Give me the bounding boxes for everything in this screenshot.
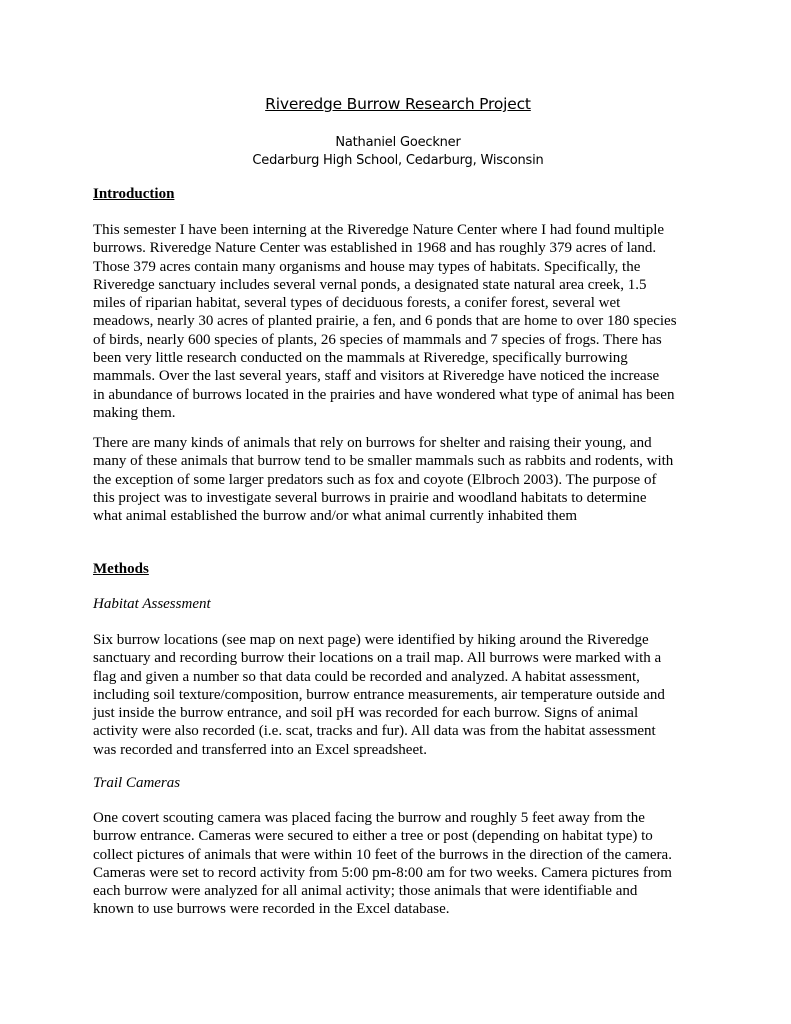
text-line: was recorded and transferred into an Excel spreadsheet.: [93, 741, 428, 758]
text-line: This semester I have been interning at the Riveredge Nature Center where I had found multiple: [93, 222, 665, 238]
introduction-paragraph-2: [93, 434, 705, 525]
text-line: known to use burrows were recorded in the Excel database.: [93, 901, 450, 918]
habitat-assessment-paragraph: [93, 631, 705, 759]
text-line: collect pictures of animals that were within 10 feet of the burrows in the direction of the camera.: [93, 846, 672, 863]
text-line: Cameras were set to record activity from 5:00 pm-8:00 am for two weeks. Camera pictures from: [93, 864, 672, 881]
text-line: burrow entrance. Cameras were secured to either a tree or post (depending on habitat type) to: [93, 828, 653, 845]
text-line: the exception of some larger predators such as fox and coyote (Elbroch 2003). The purpose of: [93, 471, 657, 488]
document-title: Riveredge Burrow Research Project: [265, 95, 531, 113]
text-line: of birds, nearly 600 species of plants, 26 species of mammals and 7 species of frogs. There has: [93, 331, 662, 348]
trail-cameras-heading: Trail Cameras: [93, 775, 181, 791]
text-line: activity were also recorded (i.e. scat, tracks and fur). All data was from the habitat assessment: [93, 723, 656, 740]
habitat-assessment-heading: Habitat Assessment: [93, 596, 211, 612]
methods-heading: Methods: [93, 561, 149, 577]
trail-cameras-paragraph: [93, 809, 705, 919]
text-line: including soil texture/composition, burrow entrance measurements, air temperature outside and: [93, 686, 665, 703]
text-line: mammals. Over the last several years, staff and visitors at Riveredge have noticed the increase: [93, 368, 660, 385]
text-line: many of these animals that burrow tend to be smaller mammals such as rabbits and rodents, with: [93, 453, 674, 470]
text-line: flag and given a number so that data could be recorded and analyzed. A habitat assessment,: [93, 668, 640, 685]
text-line: this project was to investigate several burrows in prairie and woodland habitats to determine: [93, 489, 647, 506]
text-line: One covert scouting camera was placed facing the burrow and roughly 5 feet away from the: [93, 810, 645, 826]
text-line: Those 379 acres contain many organisms and house may types of habitats. Specifically, the: [93, 258, 641, 275]
text-line: been very little research conducted on the mammals at Riveredge, specifically burrowing: [93, 350, 628, 367]
text-line: just inside the burrow entrance, and soil pH was recorded for each burrow. Signs of animal: [93, 705, 639, 722]
introduction-paragraph-1: [93, 221, 705, 422]
text-line: meadows, nearly 30 acres of planted prairie, a fen, and 6 ponds that are home to over 180 species: [93, 313, 677, 330]
text-line: in abundance of burrows located in the prairies and have wondered what type of animal has been: [93, 386, 675, 403]
text-line: sanctuary and recording burrow their locations on a trail map. All burrows were marked with a: [93, 650, 662, 667]
text-line: what animal established the burrow and/or what animal currently inhabited them: [93, 508, 578, 525]
text-line: Six burrow locations (see map on next page) were identified by hiking around the Riveredge: [93, 632, 649, 648]
text-line: Riveredge sanctuary includes several vernal ponds, a designated state natural area creek, 1.5: [93, 276, 647, 293]
text-line: miles of riparian habitat, several types of deciduous forests, a conifer forest, several wet: [93, 295, 621, 312]
introduction-heading: Introduction: [93, 186, 175, 202]
author-block: [93, 134, 703, 170]
text-line: burrows. Riveredge Nature Center was established in 1968 and has roughly 379 acres of land.: [93, 240, 657, 257]
text-line: There are many kinds of animals that rely on burrows for shelter and raising their young, and: [93, 435, 652, 451]
text-line: each burrow were analyzed for all animal activity; those animals that were identifiable and: [93, 883, 638, 900]
text-line: making them.: [93, 404, 176, 421]
author-affiliation: Cedarburg High School, Cedarburg, Wisconsin: [252, 153, 544, 168]
author-name: Nathaniel Goeckner: [335, 135, 461, 150]
